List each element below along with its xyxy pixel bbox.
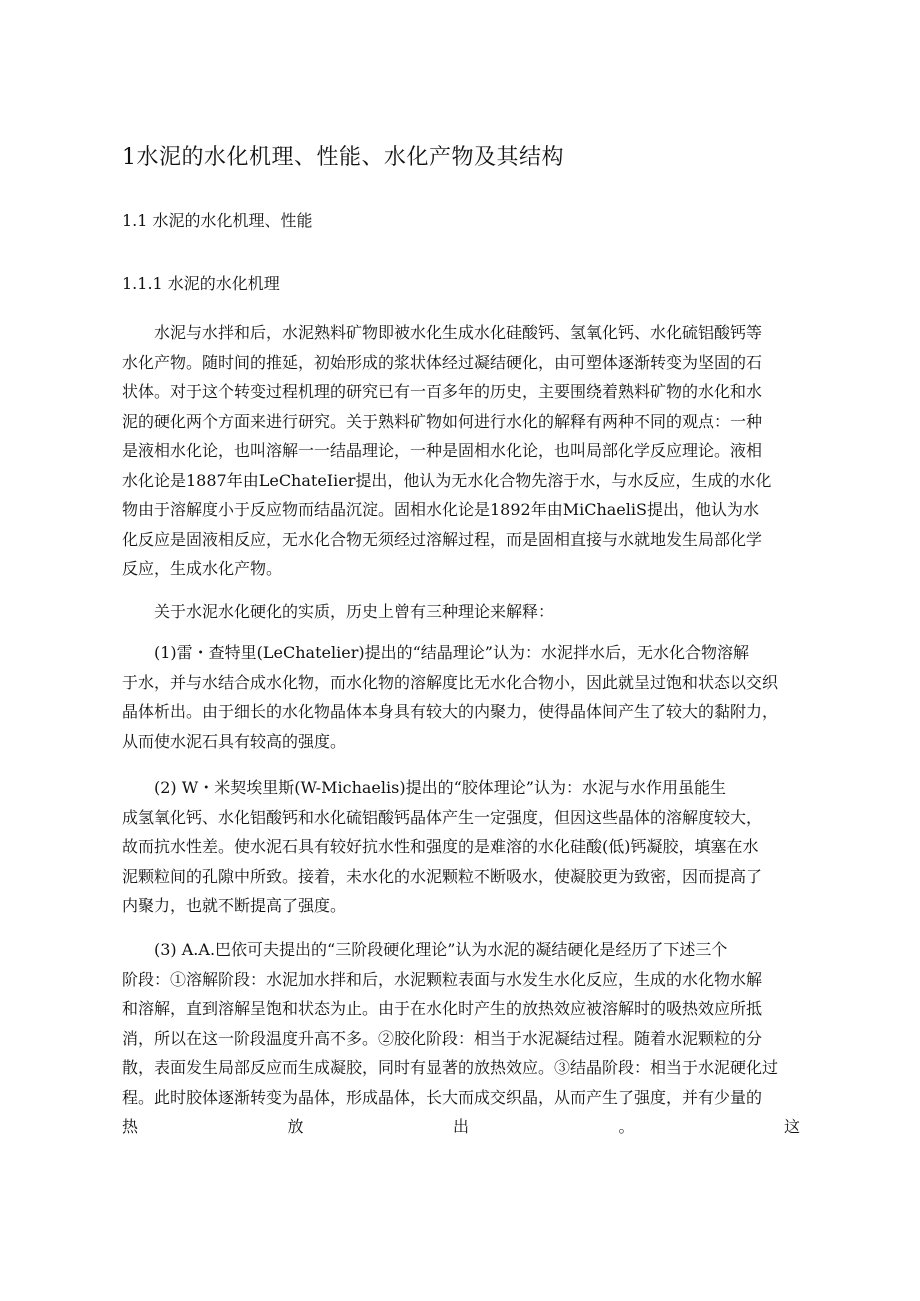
text-line: 程。此时胶体逐渐转变为晶体，形成晶体，长大而成交织晶，从而产生了强度，并有少量的 xyxy=(122,1087,763,1107)
text-line: 从而使水泥石具有较高的强度。 xyxy=(122,731,347,751)
text-line: 泥的硬化两个方面来进行研究。关于熟料矿物如何进行水化的解释有两种不同的观点：一种 xyxy=(122,411,763,431)
text-line: 水化产物。随时间的推延，初始形成的浆状体经过凝结硬化，由可塑体逐渐转变为坚固的石 xyxy=(122,352,763,372)
text-line: 成氢氧化钙、水化铝酸钙和水化硫铝酸钙晶体产生一定强度，但因这些晶体的溶解度较大， xyxy=(122,807,763,827)
text-line-justified xyxy=(122,1112,800,1142)
text-line: 水化论是1887年由LeChateIier提出，他认为无水化合物先溶于水，与水反应，生成的水化 xyxy=(122,470,772,490)
text-line: 水泥与水拌和后，水泥熟料矿物即被水化生成水化硅酸钙、氢氧化钙、水化硫铝酸钙等 xyxy=(122,323,763,342)
paragraph-crystallization-theory xyxy=(122,638,800,756)
text-line: (2) W・米契埃里斯(W-Michaelis)提出的“胶体理论”认为：水泥与水作用虽能生 xyxy=(122,778,726,797)
section-heading-1-1-1: 1.1.1 水泥的水化机理 xyxy=(122,274,280,293)
text-line: 散，表面发生局部反应而生成凝胶，同时有显著的放热效应。③结晶阶段：相当于水泥硬化过 xyxy=(122,1058,779,1077)
section-heading-1: 1水泥的水化机理、性能、水化产物及其结构 xyxy=(122,145,564,170)
text-line: 反应，生成水化产物。 xyxy=(122,559,283,578)
text-line: 晶体析出。由于细长的水化物晶体本身具有较大的内聚力，使得晶体间产生了较大的黏附力， xyxy=(122,702,779,721)
text-line: 是液相水化论，也叫溶解一一结晶理论，一种是固相水化论，也叫局部化学反应理论。液相 xyxy=(122,441,763,460)
paragraph-hydration-mechanism xyxy=(122,318,800,584)
text-fragment: 这 xyxy=(783,1117,800,1136)
section-heading-1-1: 1.1 水泥的水化机理、性能 xyxy=(122,211,313,230)
text-line: 泥颗粒间的孔隙中所致。接着，未水化的水泥颗粒不断吸水，使凝胶更为致密，因而提高了 xyxy=(122,866,763,886)
text-line: 阶段：①溶解阶段：水泥加水拌和后，水泥颗粒表面与水发生水化反应，生成的水化物水解 xyxy=(122,969,763,989)
text-line: 状体。对于这个转变过程机理的研究已有一百多年的历史，主要围绕着熟料矿物的水化和水 xyxy=(122,382,763,401)
text-line: 和溶解，直到溶解呈饱和状态为止。由于在水化时产生的放热效应被溶解时的吸热效应所抵 xyxy=(122,999,763,1018)
paragraph-three-theories-intro xyxy=(122,597,800,627)
paragraph-colloid-theory xyxy=(122,773,800,921)
text-fragment: 出 xyxy=(452,1117,469,1136)
text-fragment: 放 xyxy=(287,1117,304,1136)
text-line: 故而抗水性差。使水泥石具有较好抗水性和强度的是难溶的水化硅酸(低)钙凝胶，填塞在水 xyxy=(122,837,759,856)
text-fragment: 热 xyxy=(122,1117,139,1136)
text-line: 物由于溶解度小于反应物而结晶沉淀。固相水化论是1892年由MiChaeliS提出，他认为水 xyxy=(122,500,759,519)
text-line: (1)雷・查特里(LeChatelier)提出的“结晶理论”认为：水泥拌水后，无水化合物溶解 xyxy=(122,643,749,662)
text-line: 化反应是固液相反应，无水化合物无须经过溶解过程，而是固相直接与水就地发生局部化学 xyxy=(122,529,763,549)
text-line: 内聚力，也就不断提高了强度。 xyxy=(122,896,347,915)
text-line: 于水，并与水结合成水化物，而水化物的溶解度比无水化合物小，因此就呈过饱和状态以交织 xyxy=(122,672,779,692)
paragraph-three-stage-theory xyxy=(122,935,800,1142)
text-line: (3) A.A.巴依可夫提出的“三阶段硬化理论”认为水泥的凝结硬化是经历了下述三个 xyxy=(122,940,728,959)
text-fragment: 。 xyxy=(618,1117,635,1136)
text-line: 关于水泥水化硬化的实质，历史上曾有三种理论来解释： xyxy=(122,602,555,621)
text-line: 消，所以在这一阶段温度升高不多。②胶化阶段：相当于水泥凝结过程。随着水泥颗粒的分 xyxy=(122,1028,763,1048)
